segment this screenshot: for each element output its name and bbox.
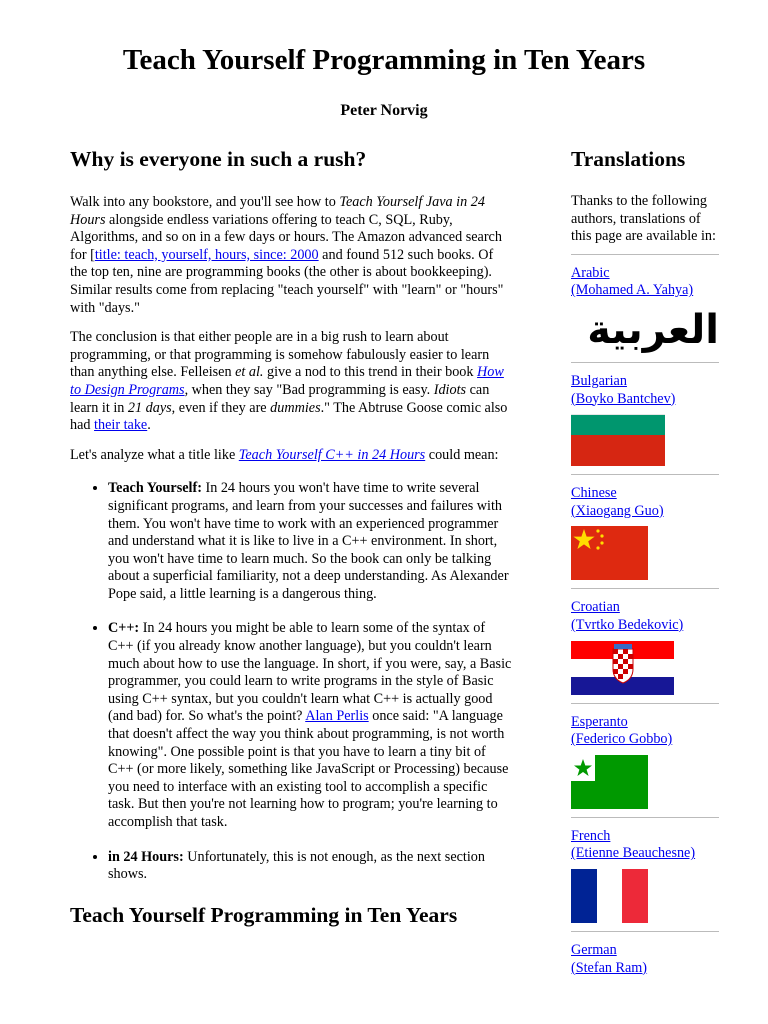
divider <box>571 474 719 475</box>
emphasis: dummies <box>270 399 321 416</box>
translator-link[interactable]: (Mohamed A. Yahya) <box>571 282 694 299</box>
list-item <box>108 480 514 603</box>
analysis-list <box>70 480 514 883</box>
translation-esperanto <box>571 714 719 809</box>
main-content <box>70 146 514 950</box>
list-item <box>108 620 514 831</box>
sidebar-heading: Translations <box>571 147 686 171</box>
translator-link[interactable]: (Etienne Beauchesne) <box>571 845 696 862</box>
emphasis: et al. <box>235 364 264 381</box>
text: The conclusion is that either people are in a big rush to learn about programming, or that programming is somehow fabulously easier to learn than anything else. Felleisen <box>70 329 490 381</box>
divider <box>571 817 719 818</box>
sidebar-intro: Thanks to the following authors, translations of this page are available in: <box>571 193 716 245</box>
item-label: in 24 Hours: <box>108 848 184 865</box>
language-link[interactable]: Esperanto <box>571 713 628 730</box>
translation-german <box>571 942 719 977</box>
language-link[interactable]: Arabic <box>571 264 610 281</box>
translator-link[interactable]: (Boyko Bantchev) <box>571 390 676 407</box>
language-link[interactable]: Bulgarian <box>571 372 627 389</box>
translator-link[interactable]: (Tvrtko Bedekovic) <box>571 616 684 633</box>
translation-french <box>571 828 719 923</box>
item-text: In 24 hours you won't have time to write several significant programs, and learn from your successes and failures with them. You won't have time to work with an experienced programmer and understand what it is like to live in a C++ environment. In short, you won't have time to learn much. So the book can only be talking about a superficial familiarity, not a deep understanding. As Alexander Pope said, a little learning is a dangerous thing. <box>108 480 509 602</box>
author-name: Peter Norvig <box>340 102 428 119</box>
text: . <box>147 417 151 434</box>
text: can learn it in <box>70 381 490 416</box>
divider <box>571 362 719 363</box>
paragraph-analyze <box>70 447 514 465</box>
text: and found 512 such books. Of the top ten, nine are programming books (the other is about bookkeeping). Similar results come from replacing "teach yourself" with "learn" or "hours" with "days." <box>70 246 504 316</box>
esperanto-flag-icon[interactable] <box>571 755 648 809</box>
book-title: Teach Yourself C++ in 24 Hours <box>238 446 426 463</box>
text: Walk into any bookstore, and you'll see how to <box>70 194 340 210</box>
text: Let's analyze what a title like <box>70 446 239 463</box>
translator-link[interactable]: (Stefan Ram) <box>571 959 648 976</box>
paragraph-bookstore <box>70 194 514 317</box>
translation-arabic <box>571 265 719 354</box>
translation-croatian <box>571 599 719 694</box>
translation-bulgarian <box>571 373 719 466</box>
language-link[interactable]: Chinese <box>571 485 617 502</box>
language-link[interactable]: German <box>571 941 617 958</box>
bulgarian-flag-icon[interactable] <box>571 414 665 466</box>
text: could mean: <box>425 446 499 463</box>
book-title: Teach Yourself Java in 24 Hours <box>70 194 485 228</box>
text: ." The Abtruse Goose comic also had <box>70 399 508 434</box>
cpp-book-link[interactable] <box>239 447 425 463</box>
item-text: Unfortunately, this is not enough, as the next section shows. <box>108 848 485 883</box>
section-heading-2: Teach Yourself Programming in Ten Years <box>70 902 458 927</box>
divider <box>571 931 719 932</box>
translations-sidebar <box>571 146 719 977</box>
book-title: How to Design Programs <box>70 364 504 398</box>
comic-link[interactable]: their take <box>94 417 148 434</box>
item-label: C++: <box>108 620 140 637</box>
text: give a nod to this trend in their book <box>263 364 478 381</box>
divider <box>571 254 719 255</box>
item-text: In 24 hours you might be able to learn some of the syntax of C++ (if you already know another language), but you couldn't learn much about how to use the language. In short, if you were, say, a Basic programmer, you could learn to write programs in the style of Basic using C++ syntax, but you couldn't learn what C++ is actually good (and bad) for. So what's the point? <box>108 620 512 725</box>
translator-link[interactable]: (Federico Gobbo) <box>571 731 673 748</box>
translator-link[interactable]: (Xiaogang Guo) <box>571 502 664 519</box>
language-link[interactable]: Croatian <box>571 599 620 616</box>
divider <box>571 588 719 589</box>
chinese-flag-icon[interactable] <box>571 526 648 580</box>
item-text: once said: "A language that doesn't affect the way you think about programming, is not worth knowing". One possible point is that you have to learn a tiny bit of C++ (or more likely, something like JavaScript or Processing) because you need to interface with an existing tool to accomplish a specific task. But then you're not learning how to program; you're learning to accomplish that task. <box>108 708 509 830</box>
page-title: Teach Yourself Programming in Ten Years <box>122 44 646 76</box>
text: , even if they are <box>171 399 271 416</box>
text: , when they say "Bad programming is easy. <box>184 381 434 398</box>
emphasis: 21 days <box>127 399 172 416</box>
paragraph-conclusion <box>70 329 514 435</box>
arabic-script-image[interactable]: العربية <box>587 306 719 353</box>
croatian-flag-icon[interactable] <box>571 641 674 695</box>
list-item <box>108 849 514 884</box>
language-link[interactable]: French <box>571 827 611 844</box>
amazon-search-link[interactable]: title: teach, yourself, hours, since: 2000 <box>94 246 319 263</box>
emphasis: Idiots <box>433 381 467 398</box>
text: alongside endless variations offering to teach C, SQL, Ruby, Algorithms, and so on in a few days or hours. The Amazon advanced search for [ <box>70 211 502 263</box>
section-heading: Why is everyone in such a rush? <box>70 147 367 171</box>
divider <box>571 703 719 704</box>
alan-perlis-link[interactable]: Alan Perlis <box>305 708 369 725</box>
translation-chinese <box>571 485 719 580</box>
french-flag-icon[interactable] <box>571 869 648 923</box>
item-label: Teach Yourself: <box>108 480 202 497</box>
